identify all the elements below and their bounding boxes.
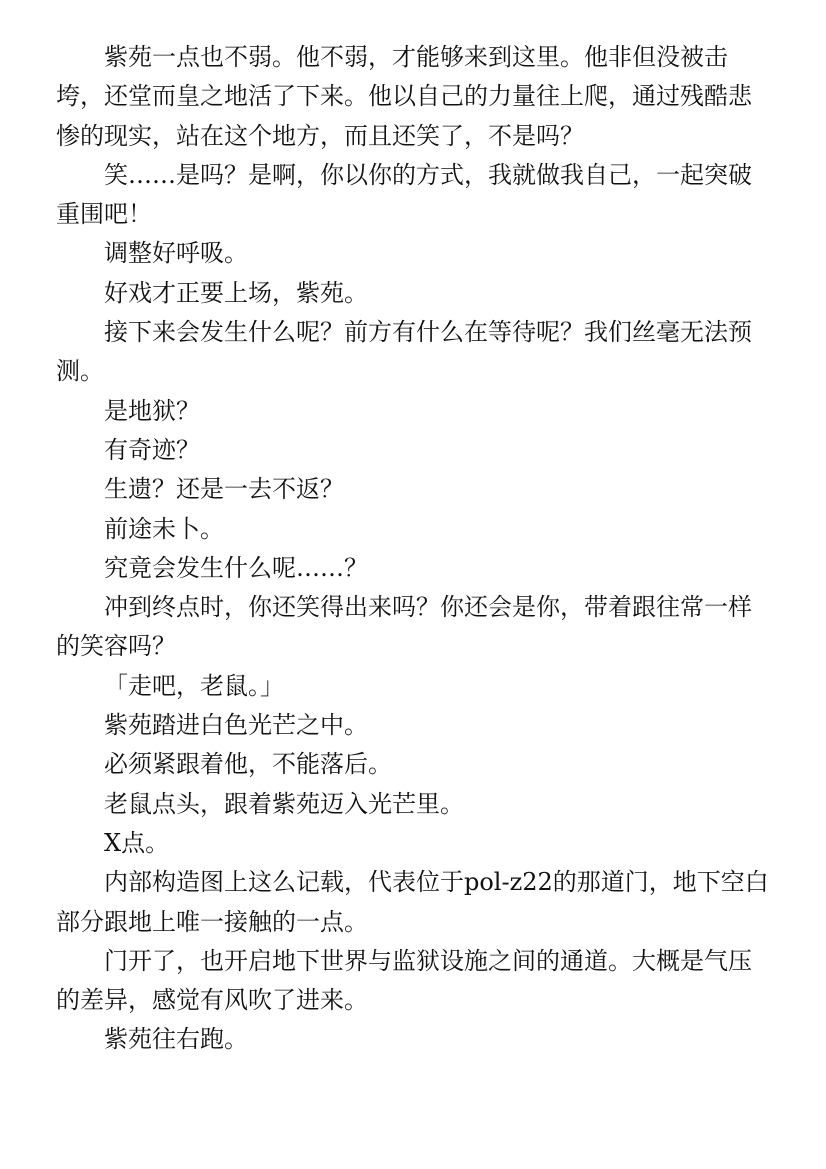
paragraph: 调整好呼吸。 xyxy=(104,239,248,268)
paragraph: 接下来会发生什么呢？前方有什么在等待呢？我们丝毫无法预测。 xyxy=(56,318,752,386)
paragraph: 有奇迹？ xyxy=(104,435,200,464)
paragraph: 紫苑一点也不弱。他不弱，才能够来到这里。他非但没被击垮，还堂而皇之地活了下来。他以自己的力量往上爬，通过残酷悲惨的现实，站在这个地方，而且还笑了，不是吗？ xyxy=(56,43,752,150)
paragraph: 前途未卜。 xyxy=(104,514,224,543)
paragraph: 好戏才正要上场，紫苑。 xyxy=(104,278,368,307)
paragraph: 紫苑往右跑。 xyxy=(104,1025,248,1054)
paragraph: 「走吧，老鼠。」 xyxy=(104,671,284,700)
paragraph: 究竟会发生什么呢……？ xyxy=(104,553,368,582)
paragraph: 门开了，也开启地下世界与监狱设施之间的通道。大概是气压的差异，感觉有风吹了进来。 xyxy=(56,946,752,1015)
paragraph: 笑……是吗？是啊，你以你的方式，我就做我自己，一起突破重围吧！ xyxy=(56,160,752,229)
paragraph: 冲到终点时，你还笑得出来吗？你还会是你，带着跟往常一样的笑容吗？ xyxy=(56,593,752,661)
paragraph: 内部构造图上这么记载，代表位于pol-z22的那道门，地下空白部分跟地上唯一接触的一点。 xyxy=(56,868,769,936)
paragraph: 老鼠点头，跟着紫苑迈入光芒里。 xyxy=(104,789,464,818)
paragraph: 必须紧跟着他，不能落后。 xyxy=(104,750,392,779)
paragraph: X点。 xyxy=(104,828,170,857)
paragraph: 是地狱？ xyxy=(104,396,200,425)
paragraph: 生遗？还是一去不返？ xyxy=(104,475,344,504)
paragraph: 紫苑踏进白色光芒之中。 xyxy=(104,711,368,740)
document-page xyxy=(56,38,772,1060)
